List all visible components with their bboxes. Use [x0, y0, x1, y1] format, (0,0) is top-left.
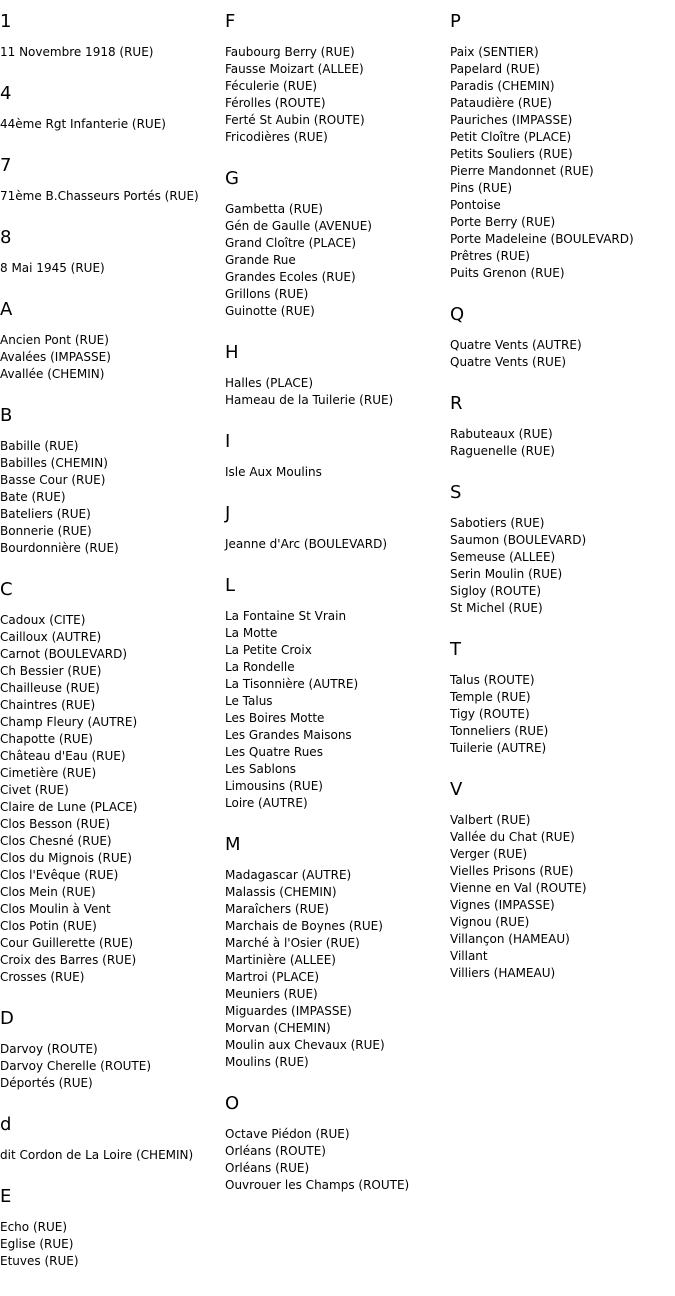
street-link[interactable]: Pauriches (IMPASSE): [450, 113, 573, 127]
street-link[interactable]: Cadoux (CITE): [0, 613, 86, 627]
street-link[interactable]: Raguenelle (RUE): [450, 444, 555, 458]
street-link[interactable]: dit Cordon de La Loire (CHEMIN): [0, 1148, 194, 1162]
section-letter-heading: M: [225, 834, 241, 855]
street-link[interactable]: Les Quatre Rues: [225, 745, 323, 759]
street-link[interactable]: Clos Chesné (RUE): [0, 834, 112, 848]
street-link[interactable]: Féculerie (RUE): [225, 79, 318, 93]
street-link[interactable]: Crosses (RUE): [0, 970, 85, 984]
street-link[interactable]: 71ème B.Chasseurs Portés (RUE): [0, 189, 199, 203]
street-link[interactable]: Tigy (ROUTE): [450, 707, 530, 721]
street-link[interactable]: Grand Cloître (PLACE): [225, 236, 357, 250]
street-link[interactable]: Porte Madeleine (BOULEVARD): [450, 232, 634, 246]
street-link[interactable]: Ancien Pont (RUE): [0, 333, 109, 347]
street-link[interactable]: Tuilerie (AUTRE): [450, 741, 547, 755]
letter-section: [450, 10, 670, 282]
street-link[interactable]: Hameau de la Tuilerie (RUE): [225, 393, 394, 407]
street-link[interactable]: Serin Moulin (RUE): [450, 567, 563, 581]
street-link[interactable]: Villiers (HAMEAU): [450, 966, 556, 980]
street-link[interactable]: Les Grandes Maisons: [225, 728, 352, 742]
letter-section: [225, 574, 445, 812]
street-link[interactable]: St Michel (RUE): [450, 601, 543, 615]
street-link[interactable]: Civet (RUE): [0, 783, 69, 797]
street-link[interactable]: Clos l'Evêque (RUE): [0, 868, 119, 882]
street-link[interactable]: Bonnerie (RUE): [0, 524, 92, 538]
street-link[interactable]: Le Talus: [225, 694, 273, 708]
street-link[interactable]: Echo (RUE): [0, 1220, 68, 1234]
street-link[interactable]: Darvoy (ROUTE): [0, 1042, 98, 1056]
street-link[interactable]: Chaintres (RUE): [0, 698, 96, 712]
street-link[interactable]: Cimetière (RUE): [0, 766, 97, 780]
section-letter-heading: S: [450, 482, 462, 503]
street-link[interactable]: Ch Bessier (RUE): [0, 664, 102, 678]
street-link[interactable]: Orléans (ROUTE): [225, 1144, 326, 1158]
street-link[interactable]: Jeanne d'Arc (BOULEVARD): [225, 537, 387, 551]
street-link[interactable]: Puits Grenon (RUE): [450, 266, 565, 280]
street-link[interactable]: Pierre Mandonnet (RUE): [450, 164, 594, 178]
street-link[interactable]: Basse Cour (RUE): [0, 473, 106, 487]
section-letter-heading: T: [450, 639, 461, 660]
section-letter-heading: C: [0, 579, 13, 600]
letter-section: [0, 82, 220, 133]
letter-section: [225, 833, 445, 1071]
letter-section: [225, 1092, 445, 1194]
street-link[interactable]: Clos Potin (RUE): [0, 919, 97, 933]
street-link[interactable]: Talus (ROUTE): [450, 673, 535, 687]
street-link[interactable]: Paradis (CHEMIN): [450, 79, 555, 93]
street-link[interactable]: Bourdonnière (RUE): [0, 541, 119, 555]
street-link[interactable]: Bate (RUE): [0, 490, 66, 504]
street-link[interactable]: 11 Novembre 1918 (RUE): [0, 45, 154, 59]
section-letter-heading: G: [225, 168, 239, 189]
letter-section: [0, 10, 220, 61]
street-link[interactable]: La Tisonnière (AUTRE): [225, 677, 359, 691]
street-link[interactable]: Isle Aux Moulins: [225, 465, 322, 479]
street-link[interactable]: Tonneliers (RUE): [450, 724, 549, 738]
section-letter-heading: P: [450, 11, 461, 32]
section-letter-heading: O: [225, 1093, 240, 1114]
street-link[interactable]: Quatre Vents (RUE): [450, 355, 567, 369]
street-link[interactable]: Etuves (RUE): [0, 1254, 79, 1268]
letter-section: [225, 341, 445, 409]
street-link[interactable]: La Rondelle: [225, 660, 295, 674]
street-link[interactable]: Darvoy Cherelle (ROUTE): [0, 1059, 152, 1073]
street-link[interactable]: Temple (RUE): [450, 690, 531, 704]
street-index-column-1: [0, 10, 220, 1291]
street-link[interactable]: Moulin aux Chevaux (RUE): [225, 1038, 385, 1052]
street-link[interactable]: Gén de Gaulle (AVENUE): [225, 219, 372, 233]
street-link[interactable]: Sabotiers (RUE): [450, 516, 545, 530]
letter-section: [0, 578, 220, 986]
street-link[interactable]: Guinotte (RUE): [225, 304, 315, 318]
street-link[interactable]: Gambetta (RUE): [225, 202, 323, 216]
street-link[interactable]: La Fontaine St Vrain: [225, 609, 347, 623]
street-link[interactable]: Faubourg Berry (RUE): [225, 45, 355, 59]
section-letter-heading: V: [450, 779, 463, 800]
letter-section: [225, 10, 445, 146]
street-link[interactable]: Chapotte (RUE): [0, 732, 93, 746]
street-index-column-3: [450, 10, 670, 1003]
street-link[interactable]: Ouvrouer les Champs (ROUTE): [225, 1178, 410, 1192]
street-link[interactable]: Fricodières (RUE): [225, 130, 328, 144]
section-letter-heading: H: [225, 342, 239, 363]
street-link[interactable]: Sigloy (ROUTE): [450, 584, 542, 598]
street-link[interactable]: Morvan (CHEMIN): [225, 1021, 331, 1035]
street-link[interactable]: Grillons (RUE): [225, 287, 309, 301]
street-link[interactable]: Grandes Ecoles (RUE): [225, 270, 356, 284]
section-letter-heading: A: [0, 299, 13, 320]
street-link[interactable]: Octave Piédon (RUE): [225, 1127, 350, 1141]
street-link[interactable]: Prêtres (RUE): [450, 249, 530, 263]
street-link[interactable]: Déportés (RUE): [0, 1076, 93, 1090]
letter-section: [0, 298, 220, 383]
street-link[interactable]: Eglise (RUE): [0, 1237, 74, 1251]
street-link[interactable]: Clos Moulin à Vent: [0, 902, 111, 916]
letter-section: [0, 1113, 220, 1164]
letter-section: [0, 226, 220, 277]
street-link[interactable]: 44ème Rgt Infanterie (RUE): [0, 117, 166, 131]
letter-section: [225, 167, 445, 320]
street-link[interactable]: Petit Cloître (PLACE): [450, 130, 572, 144]
letter-section: [0, 1185, 220, 1270]
street-link[interactable]: Carnot (BOULEVARD): [0, 647, 128, 661]
street-link[interactable]: Grande Rue: [225, 253, 296, 267]
street-link[interactable]: 8 Mai 1945 (RUE): [0, 261, 105, 275]
street-link[interactable]: Cailloux (AUTRE): [0, 630, 102, 644]
street-link[interactable]: Pins (RUE): [450, 181, 513, 195]
street-link[interactable]: Villant: [450, 949, 488, 963]
section-letter-heading: 1: [0, 11, 12, 32]
street-link[interactable]: Halles (PLACE): [225, 376, 314, 390]
street-link[interactable]: Marchais de Boynes (RUE): [225, 919, 383, 933]
street-link[interactable]: Quatre Vents (AUTRE): [450, 338, 582, 352]
street-link[interactable]: Champ Fleury (AUTRE): [0, 715, 138, 729]
street-link[interactable]: Avalées (IMPASSE): [0, 350, 111, 364]
street-link[interactable]: Vielles Prisons (RUE): [450, 864, 574, 878]
street-link[interactable]: Vignes (IMPASSE): [450, 898, 555, 912]
letter-section: [450, 481, 670, 617]
street-link[interactable]: Claire de Lune (PLACE): [0, 800, 138, 814]
street-link[interactable]: Valbert (RUE): [450, 813, 531, 827]
street-link[interactable]: Rabuteaux (RUE): [450, 427, 553, 441]
street-link[interactable]: Vignou (RUE): [450, 915, 530, 929]
street-link[interactable]: Verger (RUE): [450, 847, 528, 861]
street-link[interactable]: Martinière (ALLEE): [225, 953, 336, 967]
street-link[interactable]: Les Sablons: [225, 762, 297, 776]
letter-section: [0, 154, 220, 205]
section-letter-heading: R: [450, 393, 463, 414]
street-link[interactable]: Fausse Moizart (ALLEE): [225, 62, 364, 76]
section-letter-heading: d: [0, 1114, 12, 1135]
section-letter-heading: F: [225, 11, 236, 32]
section-letter-heading: B: [0, 405, 13, 426]
section-letter-heading: 8: [0, 227, 12, 248]
street-link[interactable]: Bateliers (RUE): [0, 507, 91, 521]
street-index-column-2: [225, 10, 445, 1215]
street-link[interactable]: La Motte: [225, 626, 278, 640]
street-link[interactable]: Pontoise: [450, 198, 501, 212]
street-link[interactable]: Les Boires Motte: [225, 711, 325, 725]
letter-section: [0, 1007, 220, 1092]
letter-section: [225, 430, 445, 481]
street-link[interactable]: Paix (SENTIER): [450, 45, 539, 59]
letter-section: [450, 392, 670, 460]
street-link[interactable]: Pataudière (RUE): [450, 96, 552, 110]
street-link[interactable]: Orléans (RUE): [225, 1161, 310, 1175]
street-link[interactable]: Croix des Barres (RUE): [0, 953, 137, 967]
letter-section: [0, 404, 220, 557]
street-link[interactable]: Miguardes (IMPASSE): [225, 1004, 352, 1018]
street-link[interactable]: La Petite Croix: [225, 643, 312, 657]
street-link[interactable]: Ferté St Aubin (ROUTE): [225, 113, 365, 127]
street-link[interactable]: Férolles (ROUTE): [225, 96, 326, 110]
street-link[interactable]: Babille (RUE): [0, 439, 79, 453]
section-letter-heading: I: [225, 431, 231, 452]
street-link[interactable]: Cour Guillerette (RUE): [0, 936, 134, 950]
street-link[interactable]: Semeuse (ALLEE): [450, 550, 556, 564]
street-link[interactable]: Clos Mein (RUE): [0, 885, 96, 899]
section-letter-heading: E: [0, 1186, 12, 1207]
street-link[interactable]: Porte Berry (RUE): [450, 215, 556, 229]
street-link[interactable]: Malassis (CHEMIN): [225, 885, 337, 899]
street-link[interactable]: Clos Besson (RUE): [0, 817, 111, 831]
street-link[interactable]: Clos du Mignois (RUE): [0, 851, 132, 865]
section-letter-heading: L: [225, 575, 236, 596]
street-link[interactable]: Vallée du Chat (RUE): [450, 830, 575, 844]
street-link[interactable]: Moulins (RUE): [225, 1055, 309, 1069]
street-link[interactable]: Villançon (HAMEAU): [450, 932, 570, 946]
letter-section: [225, 502, 445, 553]
section-letter-heading: 4: [0, 83, 12, 104]
section-letter-heading: D: [0, 1008, 14, 1029]
street-link[interactable]: Madagascar (AUTRE): [225, 868, 352, 882]
street-link[interactable]: Babilles (CHEMIN): [0, 456, 108, 470]
street-link[interactable]: Vienne en Val (ROUTE): [450, 881, 587, 895]
section-letter-heading: Q: [450, 304, 465, 325]
street-link[interactable]: Maraîchers (RUE): [225, 902, 329, 916]
street-link[interactable]: Marché à l'Osier (RUE): [225, 936, 360, 950]
street-link[interactable]: Martroi (PLACE): [225, 970, 320, 984]
letter-section: [450, 778, 670, 982]
street-link[interactable]: Chailleuse (RUE): [0, 681, 100, 695]
street-link[interactable]: Petits Souliers (RUE): [450, 147, 573, 161]
section-letter-heading: J: [225, 503, 231, 524]
street-link[interactable]: Meuniers (RUE): [225, 987, 318, 1001]
street-link[interactable]: Saumon (BOULEVARD): [450, 533, 587, 547]
street-link[interactable]: Limousins (RUE): [225, 779, 323, 793]
letter-section: [450, 303, 670, 371]
section-letter-heading: 7: [0, 155, 12, 176]
street-link[interactable]: Château d'Eau (RUE): [0, 749, 126, 763]
street-link[interactable]: Avallée (CHEMIN): [0, 367, 105, 381]
street-link[interactable]: Papelard (RUE): [450, 62, 540, 76]
street-link[interactable]: Loire (AUTRE): [225, 796, 308, 810]
letter-section: [450, 638, 670, 757]
